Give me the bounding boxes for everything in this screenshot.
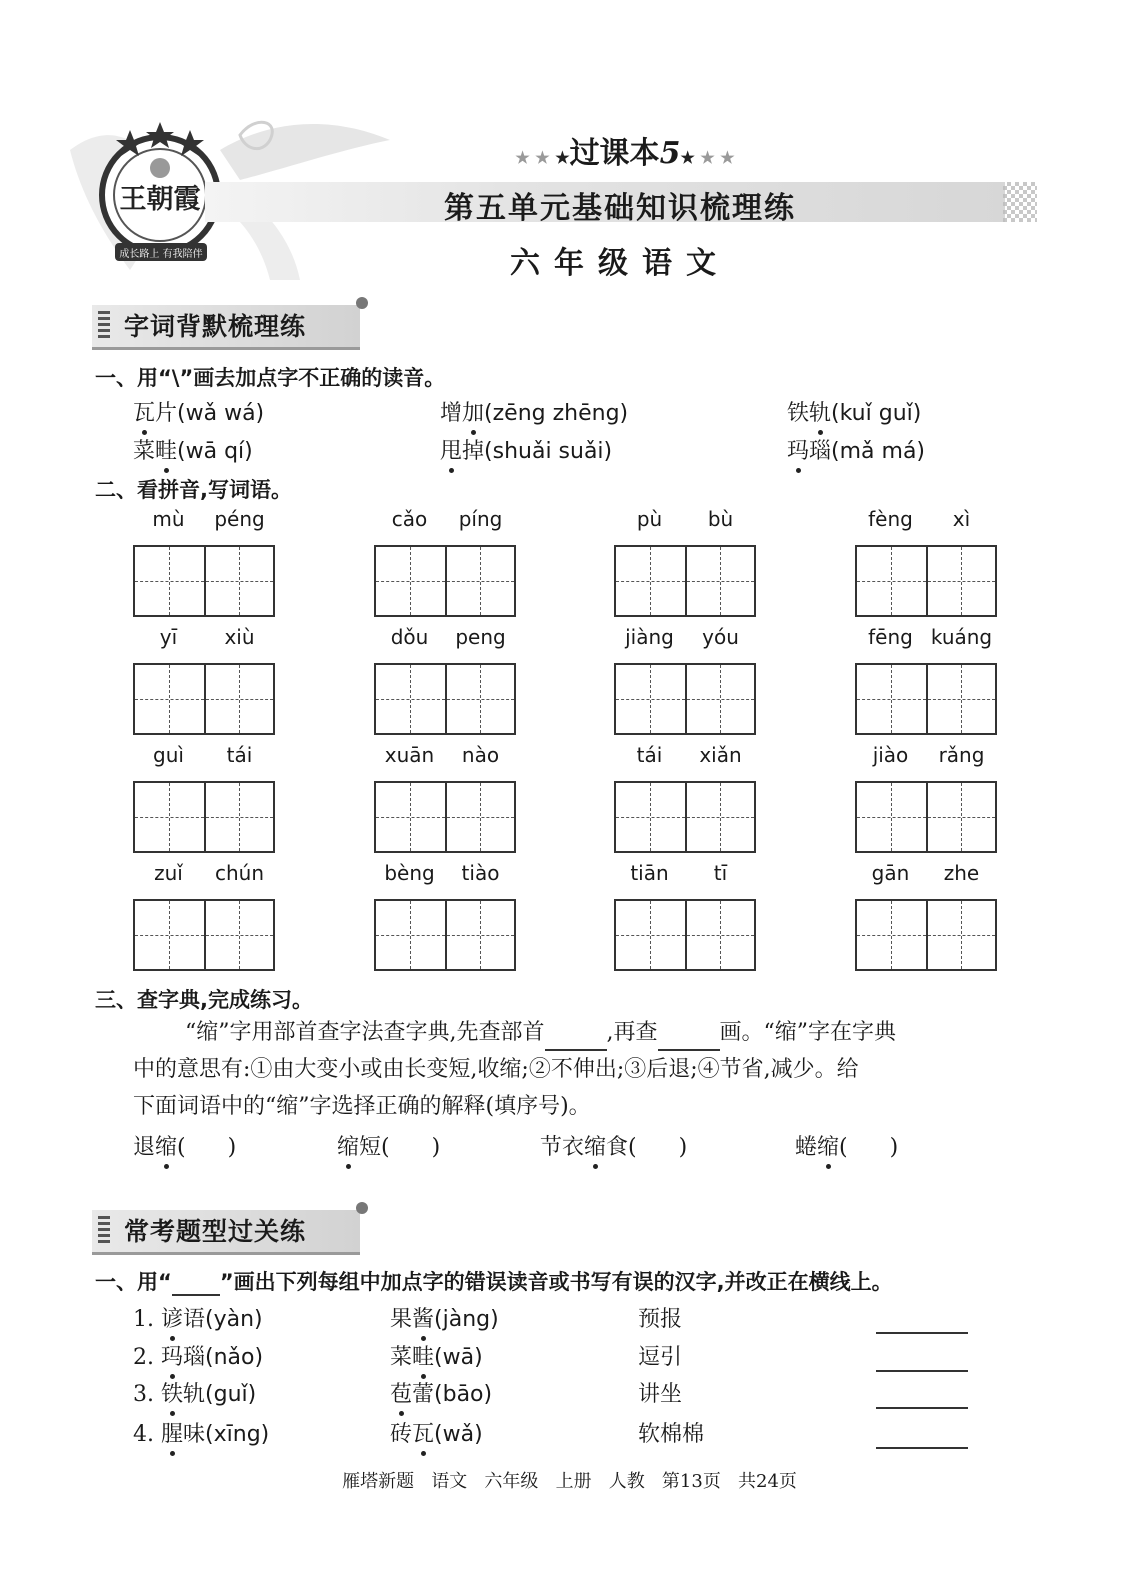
writing-cell[interactable]: [204, 783, 273, 851]
pinyin-syllable: pù: [636, 507, 663, 531]
answer-paren[interactable]: ( ): [177, 1135, 237, 1160]
writing-cell[interactable]: [926, 665, 995, 733]
dotted-char: 甩: [440, 434, 462, 465]
tianzige-box[interactable]: [133, 899, 275, 971]
dotted-char: 玛: [161, 1340, 183, 1371]
pinyin-note: (guǐ): [205, 1382, 257, 1407]
pinyin-syllable: zhe: [943, 861, 980, 885]
pinyin-syllable: tiān: [630, 861, 669, 885]
row-number: 1.: [133, 1307, 154, 1332]
question-3-text: [133, 1014, 1043, 1125]
pinyin-syllable: rǎng: [938, 743, 985, 767]
writing-cell[interactable]: [376, 901, 445, 969]
pinyin-syllable: mù: [152, 507, 185, 531]
writing-cell[interactable]: [204, 665, 273, 733]
pinyin-syllable: tiào: [461, 861, 500, 885]
series-name: 过课本: [569, 136, 660, 171]
writing-cell[interactable]: [857, 665, 926, 733]
question-3-title: 三、查字典,完成练习。: [95, 988, 313, 1012]
pinyin-item: [855, 861, 997, 971]
pinyin-item: [855, 743, 997, 853]
paragraph-part: ,再查: [606, 1020, 658, 1045]
brand-name: 王朝霞: [119, 184, 201, 215]
answer-line[interactable]: [876, 1370, 968, 1372]
pin-icon: [356, 1202, 368, 1214]
word-part: 食: [606, 1135, 629, 1160]
pinyin-item: [374, 507, 516, 617]
tianzige-box[interactable]: [855, 781, 997, 853]
correction-item-c: [638, 1377, 682, 1408]
series-number: 5: [659, 136, 681, 171]
writing-cell[interactable]: [135, 665, 204, 733]
reading-options[interactable]: (mǎ má): [831, 439, 926, 464]
pinyin-item: [855, 625, 997, 735]
reading-item: 玛瑙(mǎ má): [787, 434, 925, 465]
writing-cell[interactable]: [445, 665, 514, 733]
heading-bars-icon: [98, 311, 110, 341]
pinyin-syllable: xuān: [384, 743, 435, 767]
section-heading-1: [92, 305, 360, 350]
pinyin-item: [133, 625, 275, 735]
tianzige-box[interactable]: [614, 781, 756, 853]
dotted-char: 轨: [809, 396, 831, 427]
tianzige-box[interactable]: [133, 545, 275, 617]
writing-cell[interactable]: [445, 783, 514, 851]
pinyin-syllable: nào: [461, 743, 500, 767]
pinyin-item: [374, 743, 516, 853]
word-part: 蜷: [795, 1135, 818, 1160]
writing-cell[interactable]: [376, 783, 445, 851]
writing-cell[interactable]: [135, 901, 204, 969]
reading-item: 瓦片(wǎ wá): [133, 396, 264, 427]
series-label: ★ ★ ★过课本5★ ★ ★: [515, 136, 735, 171]
question-1-title: 一、用“\”画去加点字不正确的读音。: [95, 366, 446, 390]
pinyin-item: [374, 861, 516, 971]
pinyin-item: [614, 743, 756, 853]
writing-cell[interactable]: [376, 547, 445, 615]
writing-cell[interactable]: [685, 783, 754, 851]
section-heading-label: 字词背默梳理练: [124, 312, 307, 341]
dotted-char: 谚: [161, 1302, 183, 1333]
section-heading-2: [92, 1210, 360, 1255]
writing-cell[interactable]: [685, 547, 754, 615]
answer-paren[interactable]: ( ): [839, 1135, 899, 1160]
pinyin-item: [614, 861, 756, 971]
tianzige-box[interactable]: [614, 899, 756, 971]
row-number: 4.: [133, 1422, 154, 1447]
tianzige-box[interactable]: [614, 663, 756, 735]
pinyin-syllable: bèng: [384, 861, 435, 885]
meaning-item: [133, 1130, 236, 1161]
writing-cell[interactable]: [857, 901, 926, 969]
reading-item: 铁轨(kuǐ guǐ): [787, 396, 921, 427]
pinyin-syllable: dǒu: [390, 625, 429, 649]
word: 预报: [638, 1307, 683, 1332]
reading-options[interactable]: (zēng zhēng): [484, 401, 629, 426]
reading-item: 菜畦(wā qí): [133, 434, 253, 465]
title-part: 一、用“: [95, 1270, 172, 1294]
correction-item-c: [638, 1302, 682, 1333]
correction-item-b: [390, 1302, 499, 1333]
word-part: 菜: [390, 1345, 413, 1370]
pinyin-syllable: zuǐ: [154, 861, 183, 885]
pinyin-syllable: yóu: [702, 625, 739, 649]
word-part: 语: [183, 1307, 206, 1332]
answer-paren[interactable]: ( ): [381, 1135, 441, 1160]
dotted-char: 缩: [155, 1130, 177, 1161]
pinyin-syllable: fèng: [868, 507, 913, 531]
section2-question-1-title: [95, 1266, 893, 1296]
pinyin-syllable: kuáng: [930, 625, 993, 649]
correction-item-c: [638, 1417, 704, 1448]
writing-cell[interactable]: [204, 547, 273, 615]
pinyin-syllable: yī: [159, 625, 178, 649]
dotted-char: 酱: [412, 1302, 434, 1333]
tianzige-box[interactable]: [133, 663, 275, 735]
section-heading-label: 常考题型过关练: [124, 1217, 307, 1246]
reading-options[interactable]: (kuǐ guǐ): [831, 401, 922, 426]
word-part: 节衣: [540, 1135, 585, 1160]
pinyin-syllable: péng: [214, 507, 265, 531]
pinyin-syllable: bù: [707, 507, 734, 531]
pin-icon: [356, 297, 368, 309]
pinyin-syllable: xiǎn: [699, 743, 742, 767]
pinyin-note: (wā): [434, 1345, 483, 1370]
tianzige-box[interactable]: [374, 781, 516, 853]
tianzige-box[interactable]: [374, 545, 516, 617]
writing-cell[interactable]: [376, 665, 445, 733]
pinyin-item: [614, 507, 756, 617]
tianzige-box[interactable]: [855, 545, 997, 617]
pinyin-syllable: gān: [871, 861, 910, 885]
correction-item-a: [133, 1340, 263, 1371]
dotted-char: 铁: [161, 1377, 183, 1408]
row-number: 2.: [133, 1345, 154, 1370]
pinyin-syllable: jiàng: [625, 625, 674, 649]
pinyin-syllable: guì: [153, 743, 184, 767]
word-part: 退: [133, 1135, 156, 1160]
tianzige-box[interactable]: [133, 781, 275, 853]
reading-options[interactable]: (wā qí): [177, 439, 253, 464]
writing-cell[interactable]: [616, 665, 685, 733]
dotted-char: 玛: [787, 434, 809, 465]
pinyin-note: (wǎ): [434, 1422, 483, 1447]
word-part: 短: [359, 1135, 382, 1160]
pinyin-note: (nǎo): [205, 1345, 264, 1370]
pinyin-note: (yàn): [205, 1307, 263, 1332]
tianzige-box[interactable]: [614, 545, 756, 617]
pinyin-item: [614, 625, 756, 735]
dotted-char: 畦: [155, 434, 177, 465]
question-2-title: 二、看拼音,写词语。: [95, 478, 292, 502]
writing-cell[interactable]: [857, 783, 926, 851]
tianzige-box[interactable]: [855, 899, 997, 971]
word-part: 味: [183, 1422, 206, 1447]
correction-item-b: [390, 1377, 492, 1408]
writing-cell[interactable]: [685, 665, 754, 733]
word-part: 瑙: [183, 1345, 206, 1370]
pinyin-syllable: píng: [458, 507, 503, 531]
pinyin-item: [133, 743, 275, 853]
writing-cell[interactable]: [857, 547, 926, 615]
pinyin-item: [133, 861, 275, 971]
reading-options[interactable]: (wǎ wá): [177, 401, 265, 426]
pinyin-syllable: chún: [214, 861, 265, 885]
dotted-char: 瓦: [133, 396, 155, 427]
pinyin-item: [133, 507, 275, 617]
pinyin-syllable: jiào: [872, 743, 909, 767]
pinyin-syllable: xì: [952, 507, 971, 531]
word: 逗引: [638, 1345, 683, 1370]
meaning-item: [795, 1130, 898, 1161]
pinyin-syllable: tái: [226, 743, 253, 767]
writing-cell[interactable]: [685, 901, 754, 969]
tianzige-box[interactable]: [374, 899, 516, 971]
correction-item-a: [133, 1302, 263, 1333]
heading-bars-icon: [98, 1216, 110, 1246]
answer-paren[interactable]: ( ): [628, 1135, 688, 1160]
pinyin-note: 蕾(bāo): [412, 1382, 493, 1407]
writing-cell[interactable]: [616, 901, 685, 969]
pinyin-syllable: tī: [713, 861, 728, 885]
paragraph-line: 下面词语中的“缩”字选择正确的解释(填序号)。: [133, 1094, 591, 1119]
brand-slogan: 成长路上 有我陪伴: [119, 249, 203, 260]
word-part: 果: [390, 1307, 413, 1332]
answer-line[interactable]: [876, 1332, 968, 1334]
meaning-item: [337, 1130, 440, 1161]
dotted-char: 缩: [817, 1130, 839, 1161]
meaning-item: [540, 1130, 687, 1161]
writing-cell[interactable]: [616, 547, 685, 615]
pinyin-note: (xīng): [205, 1422, 270, 1447]
word: 讲坐: [638, 1382, 683, 1407]
tianzige-box[interactable]: [374, 663, 516, 735]
paragraph-part: “缩”字用部首查字法查字典,先查部首: [185, 1020, 545, 1045]
reading-item: 甩掉(shuǎi suǎi): [440, 434, 612, 465]
dotted-char: 加: [462, 396, 484, 427]
writing-cell[interactable]: [445, 901, 514, 969]
dotted-char: 腥: [161, 1417, 183, 1448]
pinyin-syllable: fēng: [868, 625, 913, 649]
pinyin-item: [374, 625, 516, 735]
pinyin-syllable: xiù: [224, 625, 255, 649]
correction-item-b: [390, 1340, 483, 1371]
pinyin-item: [855, 507, 997, 617]
correction-item-c: [638, 1340, 682, 1371]
correction-item-b: [390, 1417, 483, 1448]
writing-cell[interactable]: [616, 783, 685, 851]
dotted-char: 畦: [412, 1340, 434, 1371]
correction-item-a: [133, 1417, 269, 1448]
pinyin-syllable: peng: [455, 625, 506, 649]
correction-item-a: [133, 1377, 256, 1408]
page-subtitle: 六年级语文: [510, 246, 730, 281]
reading-options[interactable]: (shuǎi suǎi): [484, 439, 613, 464]
word-part: 轨: [183, 1382, 206, 1407]
dotted-char: 缩: [584, 1130, 606, 1161]
dotted-char: 苞: [390, 1377, 412, 1408]
writing-cell[interactable]: [135, 547, 204, 615]
writing-cell[interactable]: [135, 783, 204, 851]
underline-sample: [172, 1274, 220, 1296]
writing-cell[interactable]: [926, 901, 995, 969]
pinyin-note: (jàng): [434, 1307, 499, 1332]
dotted-char: 缩: [337, 1130, 359, 1161]
answer-blank[interactable]: [545, 1025, 607, 1051]
word-part: 砖: [390, 1422, 413, 1447]
title-part: ”画出下列每组中加点字的错误读音或书写有误的汉字,并改正在横线上。: [219, 1270, 893, 1294]
word: 软棉棉: [638, 1422, 705, 1447]
answer-line[interactable]: [876, 1407, 968, 1409]
page-footer: 雁塔新题 语文 六年级 上册 人教 第13页 共24页: [342, 1471, 797, 1492]
writing-cell[interactable]: [926, 783, 995, 851]
paragraph-part: 画。“缩”字在字典: [719, 1020, 896, 1045]
writing-cell[interactable]: [204, 901, 273, 969]
writing-cell[interactable]: [445, 547, 514, 615]
pinyin-syllable: cǎo: [391, 507, 428, 531]
dotted-char: 瓦: [412, 1417, 434, 1448]
row-number: 3.: [133, 1382, 154, 1407]
answer-line[interactable]: [876, 1447, 968, 1449]
pinyin-syllable: tái: [636, 743, 663, 767]
reading-item: 增加(zēng zhēng): [440, 396, 628, 427]
writing-cell[interactable]: [926, 547, 995, 615]
paragraph-line: 中的意思有:①由大变小或由长变短,收缩;②不伸出;③后退;④节省,减少。给: [133, 1057, 859, 1082]
answer-blank[interactable]: [658, 1025, 720, 1051]
title-band-pattern: [1003, 182, 1037, 222]
page-title: 第五单元基础知识梳理练: [444, 191, 796, 226]
tianzige-box[interactable]: [855, 663, 997, 735]
